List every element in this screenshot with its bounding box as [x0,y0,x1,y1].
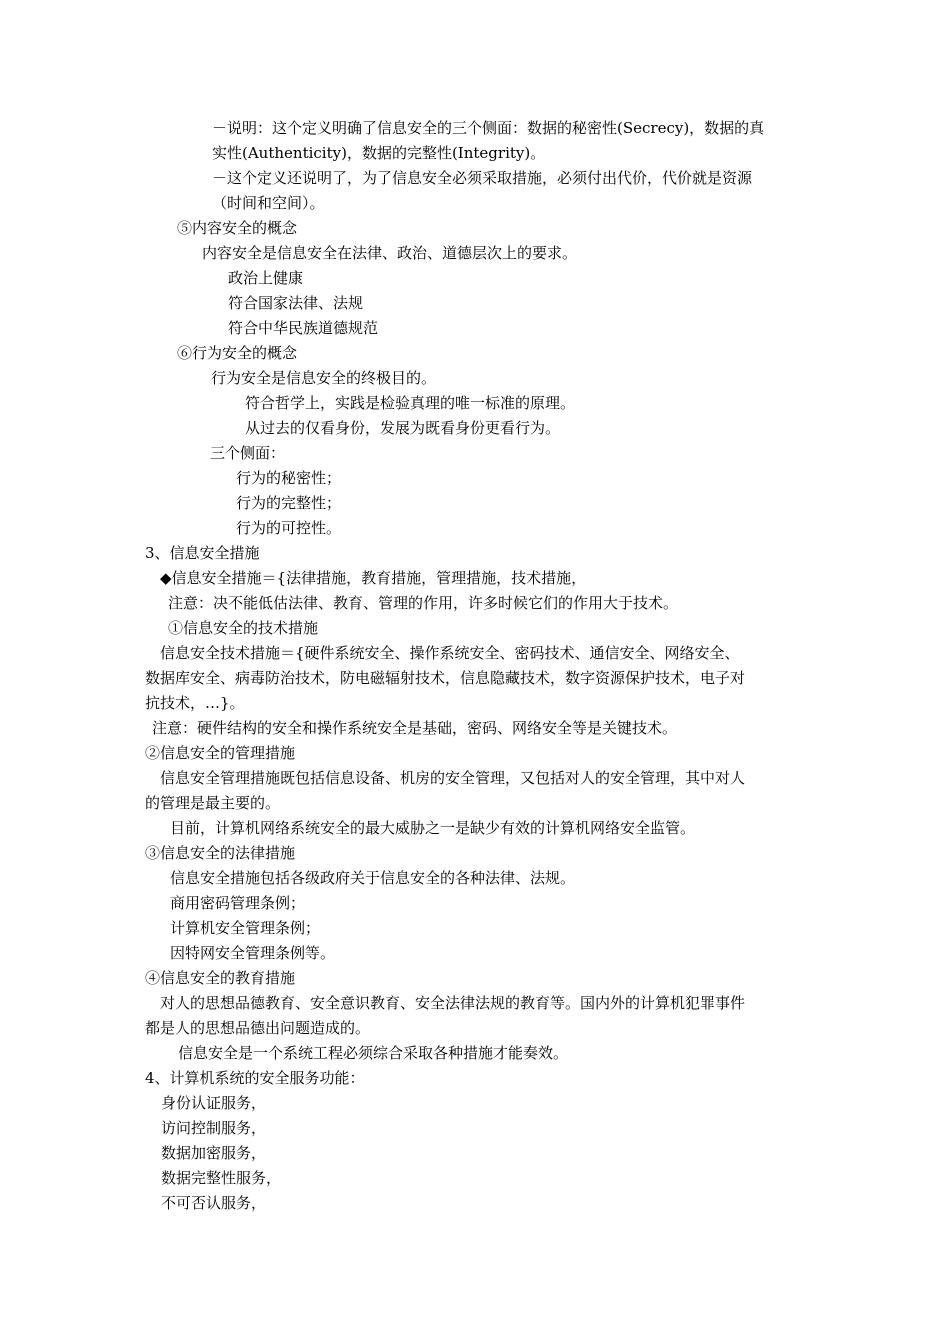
text-line: －说明：这个定义明确了信息安全的三个侧面：数据的秘密性(Secrecy)，数据的真 [212,119,765,137]
section-heading: ①信息安全的技术措施 [168,619,319,637]
text-line: 商用密码管理条例； [170,894,306,912]
text-line: 行为的可控性。 [236,519,342,537]
text-line: －这个定义还说明了，为了信息安全必须采取措施，必须付出代价，代价就是资源 [212,169,753,187]
text-line: 数据库安全、病毒防治技术，防电磁辐射技术，信息隐藏技术，数字资源保护技术，电子对 [145,669,746,687]
text-line: 行为的完整性； [236,494,342,512]
text-line: 的管理是最主要的。 [145,794,281,812]
section-heading: ⑥行为安全的概念 [177,344,298,362]
text-line: （时间和空间）。 [212,194,325,212]
section-heading: ⑤内容安全的概念 [177,219,298,237]
text-line: 注意：决不能低估法律、教育、管理的作用，许多时候它们的作用大于技术。 [168,594,679,612]
text-line: 从过去的仅看身份，发展为既看身份更看行为。 [245,419,561,437]
text-line: 信息安全技术措施＝{硬件系统安全、操作系统安全、密码技术、通信安全、网络安全、 [160,644,740,662]
text-line: 信息安全是一个系统工程必须综合采取各种措施才能奏效。 [178,1044,569,1062]
section-heading: 4、计算机系统的安全服务功能： [145,1069,365,1087]
text-line: 政治上健康 [228,269,304,287]
text-line: 符合哲学上，实践是检验真理的唯一标准的原理。 [245,394,576,412]
text-line: 注意：硬件结构的安全和操作系统安全是基础，密码、网络安全等是关键技术。 [152,719,678,737]
text-line: 计算机安全管理条例； [170,919,321,937]
section-heading: ④信息安全的教育措施 [145,969,296,987]
text-line: 抗技术，…}。 [145,694,245,712]
text-line: 数据加密服务， [161,1144,267,1162]
text-line: 行为安全是信息安全的终极目的。 [211,369,437,387]
text-line: 对人的思想品德教育、安全意识教育、安全法律法规的教育等。国内外的计算机犯罪事件 [160,994,746,1012]
section-heading: 3、信息安全措施 [145,544,260,562]
text-line: 实性(Authenticity)，数据的完整性(Integrity)。 [212,144,546,162]
text-line: 访问控制服务， [161,1119,267,1137]
text-line: 不可否认服务， [161,1194,267,1212]
text-line: 内容安全是信息安全在法律、政治、道德层次上的要求。 [202,244,578,262]
text-line: 符合国家法律、法规 [228,294,364,312]
text-line: ◆信息安全措施＝{法律措施，教育措施，管理措施，技术措施， [160,569,587,587]
text-line: 数据完整性服务， [161,1169,282,1187]
text-line: 都是人的思想品德出问题造成的。 [145,1019,371,1037]
text-line: 身份认证服务， [161,1094,267,1112]
section-heading: ②信息安全的管理措施 [145,744,296,762]
text-line: 信息安全措施包括各级政府关于信息安全的各种法律、法规。 [170,869,576,887]
text-line: 因特网安全管理条例等。 [170,944,336,962]
text-line: 符合中华民族道德规范 [228,319,379,337]
text-line: 信息安全管理措施既包括信息设备、机房的安全管理，又包括对人的安全管理，其中对人 [160,769,746,787]
section-heading: ③信息安全的法律措施 [145,844,296,862]
text-line: 目前，计算机网络系统安全的最大威胁之一是缺少有效的计算机网络安全监管。 [170,819,696,837]
text-line: 行为的秘密性； [236,469,342,487]
text-line: 三个侧面： [210,444,286,462]
